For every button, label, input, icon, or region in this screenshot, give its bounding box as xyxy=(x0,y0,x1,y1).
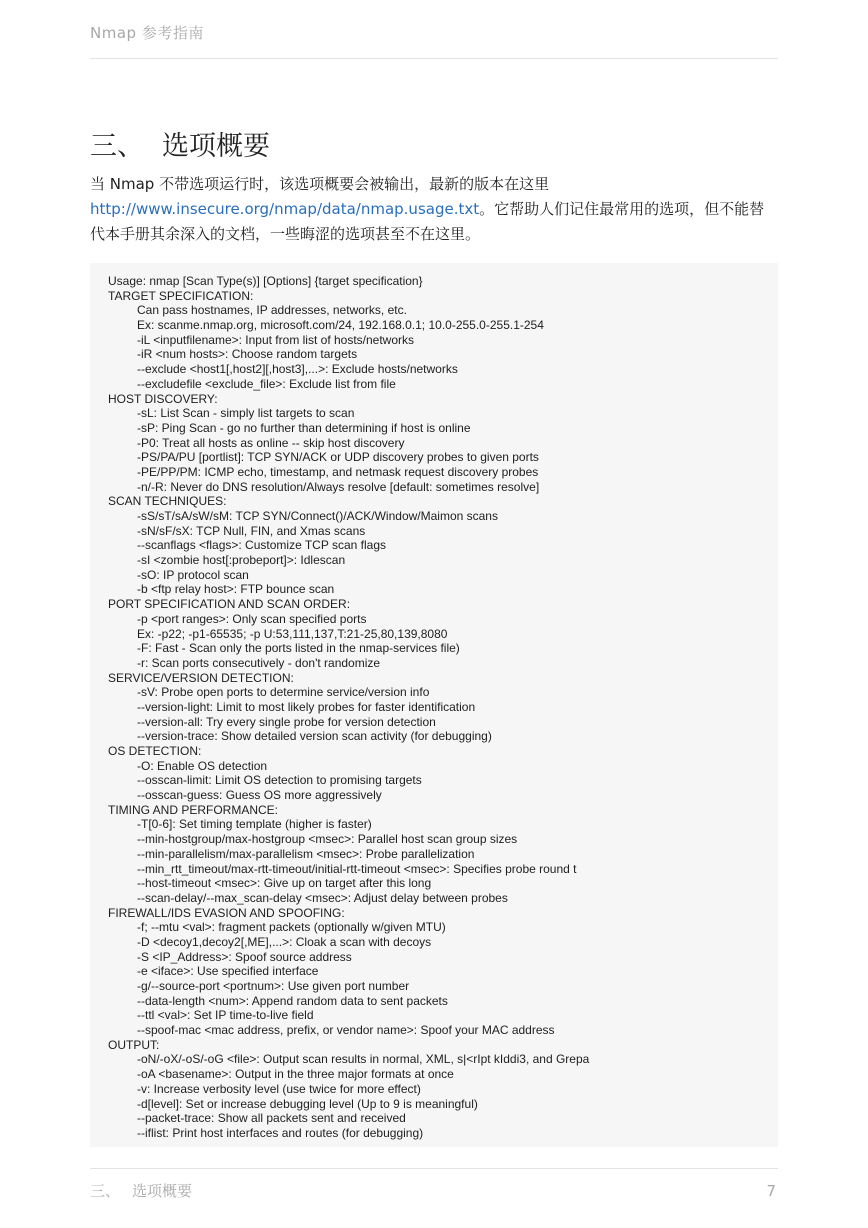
usage-line: SCAN TECHNIQUES: xyxy=(108,494,227,509)
header-divider xyxy=(90,58,778,59)
usage-line: -D <decoy1,decoy2[,ME],...>: Cloak a scan with decoys xyxy=(137,934,432,949)
usage-line: -f; --mtu <val>: fragment packets (optionally w/given MTU) xyxy=(137,920,446,935)
usage-code-block xyxy=(90,263,778,1147)
usage-line: -oA <basename>: Output in the three major formats at once xyxy=(137,1067,454,1082)
usage-line: --min-parallelism/max-parallelism <msec>: Probe parallelization xyxy=(137,846,475,861)
usage-line: SERVICE/VERSION DETECTION: xyxy=(108,670,294,685)
usage-line: --osscan-guess: Guess OS more aggressively xyxy=(137,788,382,803)
usage-line: -g/--source-port <portnum>: Use given port number xyxy=(137,979,410,993)
footer-divider xyxy=(90,1168,778,1169)
usage-line: -e <iface>: Use specified interface xyxy=(137,964,319,979)
intro-text-before-link: 当 Nmap 不带选项运行时，该选项概要会被输出，最新的版本在这里 xyxy=(90,175,550,193)
usage-line: FIREWALL/IDS EVASION AND SPOOFING: xyxy=(108,905,345,920)
usage-line: --scan-delay/--max_scan-delay <msec>: Adjust delay between probes xyxy=(137,890,508,905)
usage-line: Ex: -p22; -p1-65535; -p U:53,111,137,T:21-25,80,139,8080 xyxy=(137,626,448,641)
usage-line: -sP: Ping Scan - go no further than determining if host is online xyxy=(137,420,471,435)
usage-line: -iL <inputfilename>: Input from list of hosts/networks xyxy=(137,332,415,347)
section-title: 选项概要 xyxy=(162,131,270,163)
usage-line: TARGET SPECIFICATION: xyxy=(108,288,254,303)
page-number: 7 xyxy=(766,1182,776,1200)
usage-line: -sO: IP protocol scan xyxy=(137,567,249,582)
usage-line: HOST DISCOVERY: xyxy=(108,391,218,406)
running-footer xyxy=(90,1180,192,1201)
usage-line: --version-all: Try every single probe for version detection xyxy=(137,714,436,729)
usage-line: --spoof-mac <mac address, prefix, or vendor name>: Spoof your MAC address xyxy=(137,1023,555,1038)
usage-line: --host-timeout <msec>: Give up on target after this long xyxy=(137,876,432,891)
usage-line: Ex: scanme.nmap.org, microsoft.com/24, 192.168.0.1; 10.0-255.0-255.1-254 xyxy=(137,318,544,333)
usage-line: -oN/-oX/-oS/-oG <file>: Output scan results in normal, XML, s|<rIpt kIddi3, and Grepa xyxy=(137,1052,590,1067)
usage-line: -O: Enable OS detection xyxy=(137,758,268,773)
intro-paragraph xyxy=(90,172,778,247)
usage-line: OS DETECTION: xyxy=(108,744,202,758)
running-header: Nmap 参考指南 xyxy=(90,24,204,42)
usage-line: -sL: List Scan - simply list targets to scan xyxy=(137,406,355,421)
footer-section-number: 三、 xyxy=(90,1182,121,1200)
usage-line: --version-light: Limit to most likely probes for faster identification xyxy=(137,699,476,714)
usage-line: TIMING AND PERFORMANCE: xyxy=(108,802,279,817)
usage-line: -F: Fast - Scan only the ports listed in the nmap-services file) xyxy=(137,641,460,656)
footer-section-title: 选项概要 xyxy=(132,1182,193,1200)
usage-line: --exclude <host1[,host2][,host3],...>: Exclude hosts/networks xyxy=(137,362,458,377)
usage-line: -sN/sF/sX: TCP Null, FIN, and Xmas scans xyxy=(137,523,366,538)
usage-line: --version-trace: Show detailed version scan activity (for debugging) xyxy=(137,729,492,744)
usage-line: Usage: nmap [Scan Type(s)] [Options] {target specification} xyxy=(108,274,423,288)
usage-line: -PE/PP/PM: ICMP echo, timestamp, and netmask request discovery probes xyxy=(137,464,539,479)
usage-line: --ttl <val>: Set IP time-to-live field xyxy=(137,1008,314,1023)
usage-line: --packet-trace: Show all packets sent and received xyxy=(137,1111,406,1126)
usage-line: -n/-R: Never do DNS resolution/Always resolve [default: sometimes resolve] xyxy=(137,479,540,494)
usage-line: -S <IP_Address>: Spoof source address xyxy=(137,949,352,964)
usage-line: -sS/sT/sA/sW/sM: TCP SYN/Connect()/ACK/Window/Maimon scans xyxy=(137,509,498,523)
usage-line: --iflist: Print host interfaces and routes (for debugging) xyxy=(137,1125,424,1140)
usage-line: PORT SPECIFICATION AND SCAN ORDER: xyxy=(108,597,351,612)
usage-line: OUTPUT: xyxy=(108,1037,160,1052)
usage-file-link[interactable]: http://www.insecure.org/nmap/data/nmap.usage.txt xyxy=(90,200,480,218)
usage-line: --osscan-limit: Limit OS detection to promising targets xyxy=(137,773,422,788)
usage-line: --min-hostgroup/max-hostgroup <msec>: Parallel host scan group sizes xyxy=(137,832,518,847)
usage-line: -T[0-6]: Set timing template (higher is faster) xyxy=(137,817,372,832)
usage-line: -sI <zombie host[:probeport]>: Idlescan xyxy=(137,553,346,568)
usage-line: -P0: Treat all hosts as online -- skip host discovery xyxy=(137,435,405,450)
usage-line: -sV: Probe open ports to determine service/version info xyxy=(137,685,430,700)
usage-line: -iR <num hosts>: Choose random targets xyxy=(137,347,358,362)
usage-line: --data-length <num>: Append random data to sent packets xyxy=(137,993,448,1008)
section-number: 三、 xyxy=(90,131,144,163)
section-heading xyxy=(90,124,270,163)
usage-line: Can pass hostnames, IP addresses, networks, etc. xyxy=(137,303,407,318)
usage-line: -d[level]: Set or increase debugging level (Up to 9 is meaningful) xyxy=(137,1096,478,1111)
usage-line: -PS/PA/PU [portlist]: TCP SYN/ACK or UDP discovery probes to given ports xyxy=(137,450,539,465)
usage-line: --min_rtt_timeout/max-rtt-timeout/initial-rtt-timeout <msec>: Specifies probe round t xyxy=(137,861,577,876)
usage-line: -p <port ranges>: Only scan specified ports xyxy=(137,611,367,626)
usage-line: --scanflags <flags>: Customize TCP scan flags xyxy=(137,538,386,553)
usage-line: -v: Increase verbosity level (use twice for more effect) xyxy=(137,1081,421,1096)
usage-line: --excludefile <exclude_file>: Exclude list from file xyxy=(137,376,396,391)
intro-text-after-link: 。它帮助人们记住最常用的选项，但不能替代本手册其余深入的文档，一些晦涩的选项甚至不在这里。 xyxy=(90,200,765,243)
usage-line: -r: Scan ports consecutively - don't randomize xyxy=(137,655,381,670)
usage-line: -b <ftp relay host>: FTP bounce scan xyxy=(137,582,335,597)
